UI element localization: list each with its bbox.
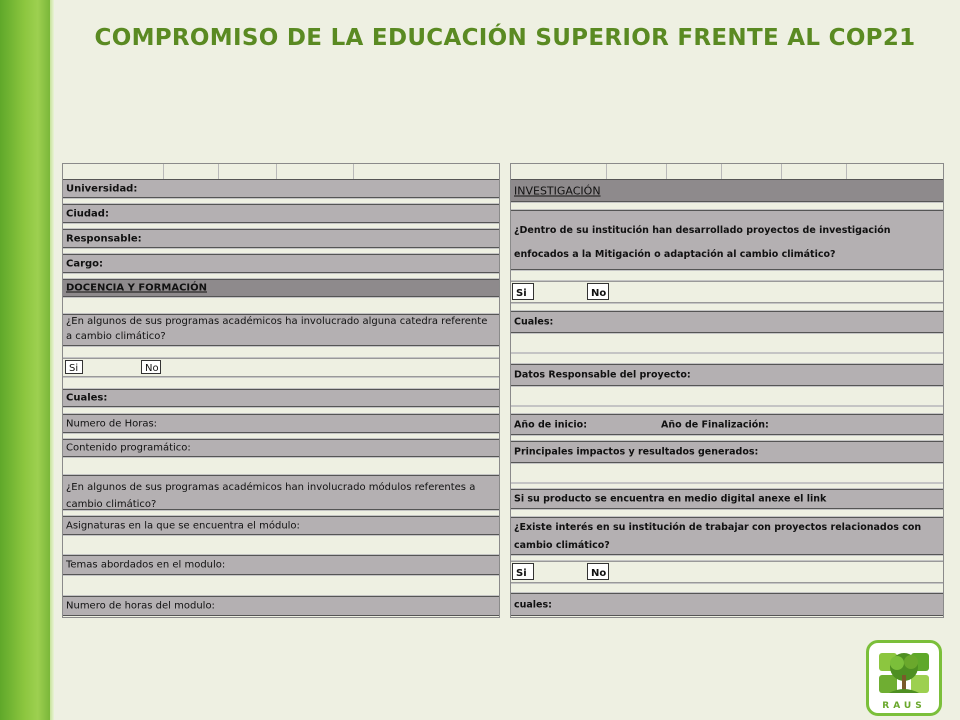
investigacion-heading: INVESTIGACIÓN (514, 184, 601, 197)
spacer-row (63, 407, 499, 414)
impactos-answer-row[interactable] (511, 463, 943, 483)
cuales2-label: cuales: (514, 599, 552, 610)
cargo-field[interactable] (63, 254, 499, 273)
cuales-label: Cuales: (514, 316, 554, 328)
impactos-label: Principales impactos y resultados generados: (514, 446, 759, 458)
contenido-field[interactable] (63, 439, 499, 457)
numero-horas-field[interactable] (63, 414, 499, 433)
horas-modulo-field[interactable] (63, 596, 499, 616)
anos-field[interactable] (511, 414, 943, 435)
cuales-field[interactable] (63, 389, 499, 407)
contenido-answer-row[interactable] (63, 457, 499, 475)
ano-inicio-label: Año de inicio: (514, 419, 587, 430)
catedra-question: ¿En algunos de sus programas académicos ha involucrado alguna catedra referente a cambio climático? (66, 316, 488, 342)
cuales-answer-row[interactable] (511, 333, 943, 353)
proyectos-sino-row (511, 281, 943, 303)
logo-text: RAUS (882, 701, 926, 711)
spacer-row (511, 353, 943, 364)
form-header-gridline (511, 164, 943, 180)
proyectos-question-row (511, 210, 943, 270)
cuales2-field[interactable] (511, 593, 943, 616)
ciudad-field[interactable] (63, 204, 499, 223)
impactos-field[interactable] (511, 441, 943, 463)
catedra-no-checkbox[interactable]: No (141, 360, 161, 374)
asignaturas-answer-row[interactable] (63, 535, 499, 555)
ciudad-label: Ciudad: (66, 208, 109, 219)
modulos-question: ¿En algunos de sus programas académicos han involucrado módulos referentes a cambio climático? (66, 482, 476, 510)
raus-logo (866, 640, 942, 716)
spacer-row (511, 583, 943, 593)
interes-si-checkbox[interactable]: Si (512, 563, 534, 580)
universidad-label: Universidad: (66, 183, 138, 194)
interes-sino-row (511, 561, 943, 583)
link-label: Si su producto se encuentra en medio digital anexe el link (514, 493, 827, 505)
decorative-side-bar (0, 0, 54, 720)
proyectos-question: ¿Dentro de su institución han desarrollado proyectos de investigación enfocados a la Mitigación o adaptación al cambio climático? (514, 225, 891, 260)
spacer-row (511, 509, 943, 517)
spacer-row (63, 377, 499, 389)
temas-answer-row[interactable] (63, 575, 499, 596)
cuales-label: Cuales: (66, 392, 108, 404)
interes-no-checkbox[interactable]: No (587, 563, 609, 580)
page-title: COMPROMISO DE LA EDUCACIÓN SUPERIOR FRENTE AL COP21 (94, 25, 916, 51)
temas-label: Temas abordados en el modulo: (66, 559, 226, 571)
ano-fin-label: Año de Finalización: (661, 419, 769, 430)
spacer-row (511, 303, 943, 311)
spacer-row (511, 270, 943, 281)
universidad-field[interactable] (63, 179, 499, 198)
horas-modulo-label: Numero de horas del modulo: (66, 600, 215, 612)
spacer-row (511, 406, 943, 414)
modulos-question-row (63, 475, 499, 510)
interes-question: ¿Existe interés en su institución de trabajar con proyectos relacionados con cambio climático? (514, 522, 922, 551)
proyectos-si-checkbox[interactable]: Si (512, 283, 534, 300)
asignaturas-label: Asignaturas en la que se encuentra el módulo: (66, 520, 300, 531)
investigacion-form (510, 163, 944, 618)
catedra-si-checkbox[interactable]: Si (65, 360, 83, 374)
docencia-section-header (63, 279, 499, 297)
spacer-row (63, 297, 499, 314)
datos-responsable-label: Datos Responsable del proyecto: (514, 369, 691, 381)
tree-puzzle-icon (875, 647, 933, 699)
numero-horas-label: Numero de Horas: (66, 418, 158, 429)
investigacion-section-header (511, 179, 943, 202)
responsable-label: Responsable: (66, 233, 142, 244)
spacer-row (511, 202, 943, 210)
link-field[interactable] (511, 489, 943, 509)
responsable-field[interactable] (63, 229, 499, 248)
datos-answer-row[interactable] (511, 386, 943, 406)
docencia-form (62, 163, 500, 618)
temas-field[interactable] (63, 555, 499, 575)
cargo-label: Cargo: (66, 258, 104, 269)
catedra-sino-row (63, 358, 499, 377)
form-header-gridline (63, 164, 499, 180)
interes-question-row (511, 517, 943, 555)
asignaturas-field[interactable] (63, 516, 499, 535)
datos-responsable-field[interactable] (511, 364, 943, 386)
catedra-question-row (63, 314, 499, 346)
proyectos-no-checkbox[interactable]: No (587, 283, 609, 300)
cuales-field[interactable] (511, 311, 943, 333)
docencia-heading: DOCENCIA Y FORMACIÓN (66, 282, 207, 294)
spacer-row (63, 346, 499, 358)
contenido-label: Contenido programático: (66, 442, 191, 454)
